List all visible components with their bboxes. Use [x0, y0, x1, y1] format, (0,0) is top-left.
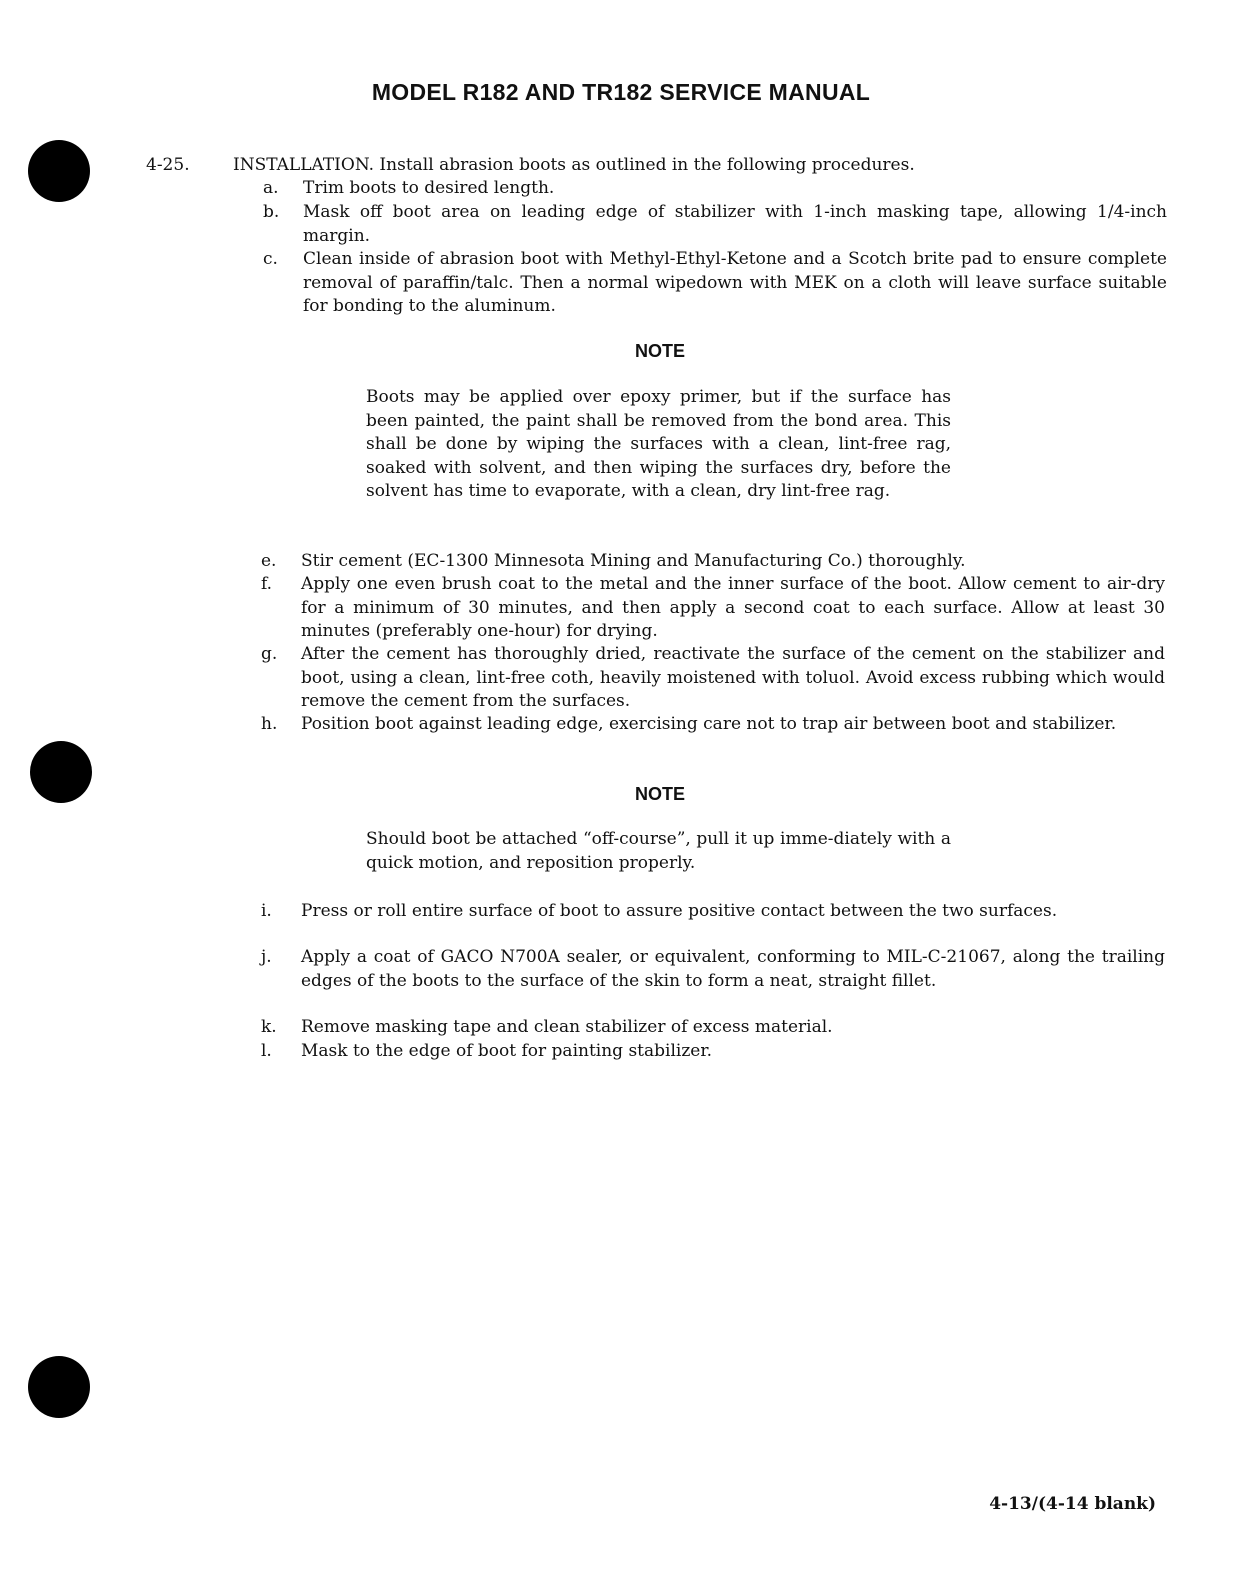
step-letter: f.: [261, 574, 273, 594]
step-text: Remove masking tape and clean stabilizer of excess material.: [301, 1017, 833, 1037]
binder-hole-top: [28, 140, 90, 202]
step-letter: b.: [263, 202, 280, 222]
section-lead: INSTALLATION. Install abrasion boots as outlined in the following procedures.: [233, 155, 915, 175]
step-text: Apply a coat of GACO N700A sealer, or equivalent, conforming to MIL-C-21067, along the trailing edges of the boots to the surface of the skin to form a neat, straight fillet.: [301, 947, 1165, 991]
step-text: After the cement has thoroughly dried, reactivate the surface of the cement on the stabilizer and boot, using a clean, lint-free coth, heavily moistened with toluol. Avoid excess rubbing which would remove the cement from the surfaces.: [301, 644, 1165, 711]
note-heading-2: NOTE: [634, 784, 685, 804]
step-text: Press or roll entire surface of boot to assure positive contact between the two surfaces.: [301, 901, 1058, 921]
note-heading-1: NOTE: [634, 341, 685, 361]
section-number: 4-25.: [146, 155, 190, 175]
step-letter: j.: [261, 947, 272, 967]
page-title: MODEL R182 AND TR182 SERVICE MANUAL: [371, 79, 871, 105]
step-letter: c.: [263, 249, 278, 269]
step-text: Mask to the edge of boot for painting stabilizer.: [301, 1041, 713, 1061]
step-text: Apply one even brush coat to the metal and the inner surface of the boot. Allow cement to air-dry for a minimum of 30 minutes, and then apply a second coat to each surface. Allow at least 30 minutes (preferably one-hour) for drying.: [301, 574, 1165, 641]
step-text: Stir cement (EC-1300 Minnesota Mining and Manufacturing Co.) thoroughly.: [301, 551, 966, 571]
step-letter: h.: [261, 714, 278, 734]
step-text: Position boot against leading edge, exercising care not to trap air between boot and stabilizer.: [301, 714, 1117, 734]
note-body-1: Boots may be applied over epoxy primer, but if the surface has been painted, the paint shall be removed from the bond area. This shall be done by wiping the surfaces with a clean, lint-free rag, soaked with solvent, and then wiping the surfaces dry, before the solvent has time to evaporate, with a clean, dry lint-free rag.: [366, 387, 951, 502]
step-text: Trim boots to desired length.: [303, 178, 555, 198]
step-letter: a.: [263, 178, 279, 198]
page-number: 4-13/(4-14 blank): [989, 1494, 1156, 1514]
step-text: Mask off boot area on leading edge of stabilizer with 1-inch masking tape, allowing 1/4-inch margin.: [303, 202, 1167, 246]
step-letter: k.: [261, 1017, 277, 1037]
note-body-2: Should boot be attached “off-course”, pull it up imme-diately with a quick motion, and reposition properly.: [366, 829, 951, 873]
step-letter: e.: [261, 551, 277, 571]
binder-hole-bottom: [28, 1356, 90, 1418]
step-letter: g.: [261, 644, 278, 664]
step-text: Clean inside of abrasion boot with Methyl-Ethyl-Ketone and a Scotch brite pad to ensure complete removal of paraffin/talc. Then a normal wipedown with MEK on a cloth will leave surface suitable for bonding to the aluminum.: [303, 249, 1167, 316]
step-letter: i.: [261, 901, 272, 921]
step-letter: l.: [261, 1041, 272, 1061]
